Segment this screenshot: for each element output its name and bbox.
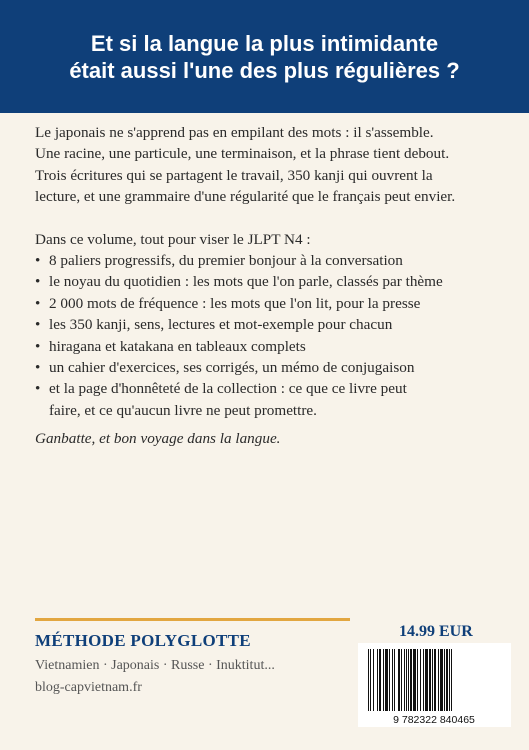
barcode-bar	[438, 649, 439, 711]
barcode-bar	[451, 649, 452, 711]
features-lead: Dans ce volume, tout pour viser le JLPT N4 :	[35, 230, 311, 248]
barcode-bar	[398, 649, 400, 711]
bullet-icon: •	[35, 359, 41, 377]
feature-text: un cahier d'exercices, ses corrigés, un mémo de conjugaison	[49, 359, 415, 377]
barcode-bar	[432, 649, 433, 711]
feature-text: 8 paliers progressifs, du premier bonjour à la conversation	[49, 252, 403, 270]
intro-line: Une racine, une particule, une terminaison, et la phrase tient debout.	[35, 145, 450, 163]
intro-paragraph	[35, 122, 505, 208]
barcode-bar	[406, 649, 407, 711]
barcode-bar	[423, 649, 424, 711]
barcode-bar	[389, 649, 390, 711]
feature-item	[35, 271, 505, 292]
intro-line: Trois écritures qui se partagent le travail, 350 kanji qui ouvrent la	[35, 166, 433, 184]
barcode-bar	[417, 649, 418, 711]
feature-item	[35, 250, 505, 271]
bullet-icon: •	[35, 337, 41, 355]
barcode-bar	[404, 649, 405, 711]
feature-text: le noyau du quotidien : les mots que l'on parle, classés par thème	[49, 273, 443, 291]
feature-text: hiragana et katakana en tableaux complets	[49, 337, 306, 355]
barcode-bar	[420, 649, 421, 711]
barcode-bar	[392, 649, 393, 711]
feature-item	[35, 378, 505, 421]
collection-brand: MÉTHODE POLYGLOTTE	[35, 631, 251, 650]
price-label: 14.99 EUR	[399, 623, 473, 640]
barcode-bar	[373, 649, 374, 711]
bullet-icon: •	[35, 294, 41, 312]
bullet-icon: •	[35, 316, 41, 334]
feature-text: 2 000 mots de fréquence : les mots que l'on lit, pour la presse	[49, 294, 421, 312]
feature-text: faire, et ce qu'aucun livre ne peut promettre.	[49, 401, 317, 419]
barcode-bar	[401, 649, 402, 711]
barcode-graphic	[358, 643, 511, 727]
barcode-bar	[377, 649, 378, 711]
bullet-icon: •	[35, 273, 41, 291]
barcode-number: 9 782322 840465	[393, 714, 475, 726]
barcode-bar	[444, 649, 445, 711]
closing-line: Ganbatte, et bon voyage dans la langue.	[35, 430, 281, 448]
feature-text: les 350 kanji, sens, lectures et mot-exemple pour chacun	[49, 316, 393, 334]
barcode-bar	[379, 649, 381, 711]
barcode-bar	[383, 649, 384, 711]
accent-divider	[35, 618, 350, 621]
bullet-icon: •	[35, 252, 41, 270]
intro-line: lecture, et une grammaire d'une régularité que le français peut envier.	[35, 188, 456, 206]
barcode-bar	[410, 649, 412, 711]
barcode-bar	[408, 649, 409, 711]
barcode-bar	[394, 649, 395, 711]
isbn-barcode	[358, 643, 511, 727]
intro-line: Le japonais ne s'apprend pas en empilant des mots : il s'assemble.	[35, 124, 434, 141]
feature-item	[35, 357, 505, 378]
bullet-icon: •	[35, 380, 41, 398]
barcode-bar	[413, 649, 416, 711]
barcode-bar	[449, 649, 450, 711]
feature-item	[35, 336, 505, 357]
barcode-bar	[429, 649, 431, 711]
barcode-bar	[440, 649, 443, 711]
features-list	[35, 250, 505, 421]
barcode-bar	[434, 649, 436, 711]
barcode-bars	[368, 649, 452, 711]
website-text: blog-capvietnam.fr	[35, 680, 142, 695]
feature-text: et la page d'honnêteté de la collection : ce que ce livre peut	[49, 380, 407, 398]
barcode-bar	[425, 649, 428, 711]
barcode-bar	[370, 649, 371, 711]
barcode-bar	[368, 649, 369, 711]
banner-title-line-1: Et si la langue la plus intimidante	[90, 30, 439, 56]
collection-languages: Vietnamien · Japonais · Russe · Inuktitut...	[35, 658, 275, 673]
back-cover-text	[35, 122, 505, 450]
banner-title-line-2: était aussi l'une des plus régulières ?	[69, 57, 460, 83]
title-banner	[0, 0, 529, 113]
feature-item	[35, 314, 505, 335]
barcode-bar	[446, 649, 448, 711]
feature-item	[35, 293, 505, 314]
barcode-bar	[385, 649, 388, 711]
